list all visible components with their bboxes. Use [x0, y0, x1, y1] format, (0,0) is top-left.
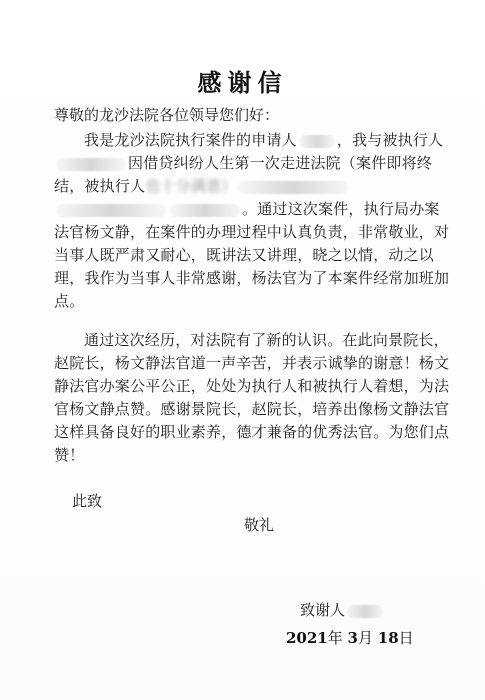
redacted-name-2: [56, 158, 126, 171]
redacted-name-1: [299, 135, 335, 148]
salutation: 尊敬的龙沙法院各位领导您们好：: [54, 106, 280, 124]
paragraph-1-text-1: 我是龙沙法院执行案件的申请人: [84, 131, 297, 149]
redacted-block-1: [238, 181, 348, 194]
paragraph-1: [54, 129, 450, 313]
blurred-note-1: 也十分满意）: [145, 177, 237, 195]
letter-date: [286, 627, 414, 648]
redacted-block-2: [56, 204, 166, 217]
paragraph-1-text-4: 。通过这次案件，执行局办案法官杨文静，在案件的办理过程中认真负责，非常敬业，对当事人既严肃又耐心，既讲法又讲理，晓之以情，动之以理，我作为当事人非常感谢，杨法官为了本案件经常加班加点。: [54, 200, 450, 310]
date-month: 3: [347, 629, 358, 647]
date-year-unit: 年: [327, 629, 343, 647]
redacted-block-3: [170, 204, 240, 217]
date-month-unit: 月: [357, 629, 373, 647]
redacted-signer-name: [347, 605, 383, 618]
date-day-unit: 日: [398, 629, 414, 647]
regards-line: 敬礼: [244, 516, 275, 534]
letter-title: 感谢信: [197, 68, 288, 97]
signer-label: 致谢人: [300, 601, 346, 619]
date-day: 18: [377, 629, 399, 647]
paragraph-1-text-3: 因借贷纠纷人生第一次走进法院（案件即将终结，被执行人: [54, 154, 433, 195]
date-year: 2021: [286, 629, 328, 647]
closing-line: 此致: [72, 492, 103, 510]
signer-line: [300, 599, 385, 620]
paragraph-2: 通过这次经历，对法院有了新的认识。在此向景院长，赵院长，杨文静法官道一声辛苦，并表示诚挚的谢意！杨文静法官办案公平公正，处处为执行人和被执行人着想，为法官杨文静点赞。感谢景院长，赵院长，培养出像杨文静法官这样具备良好的职业素养，德才兼备的优秀法官。为您们点赞！: [54, 331, 450, 464]
paragraph-1-text-2: ，我与被执行人: [336, 131, 444, 149]
